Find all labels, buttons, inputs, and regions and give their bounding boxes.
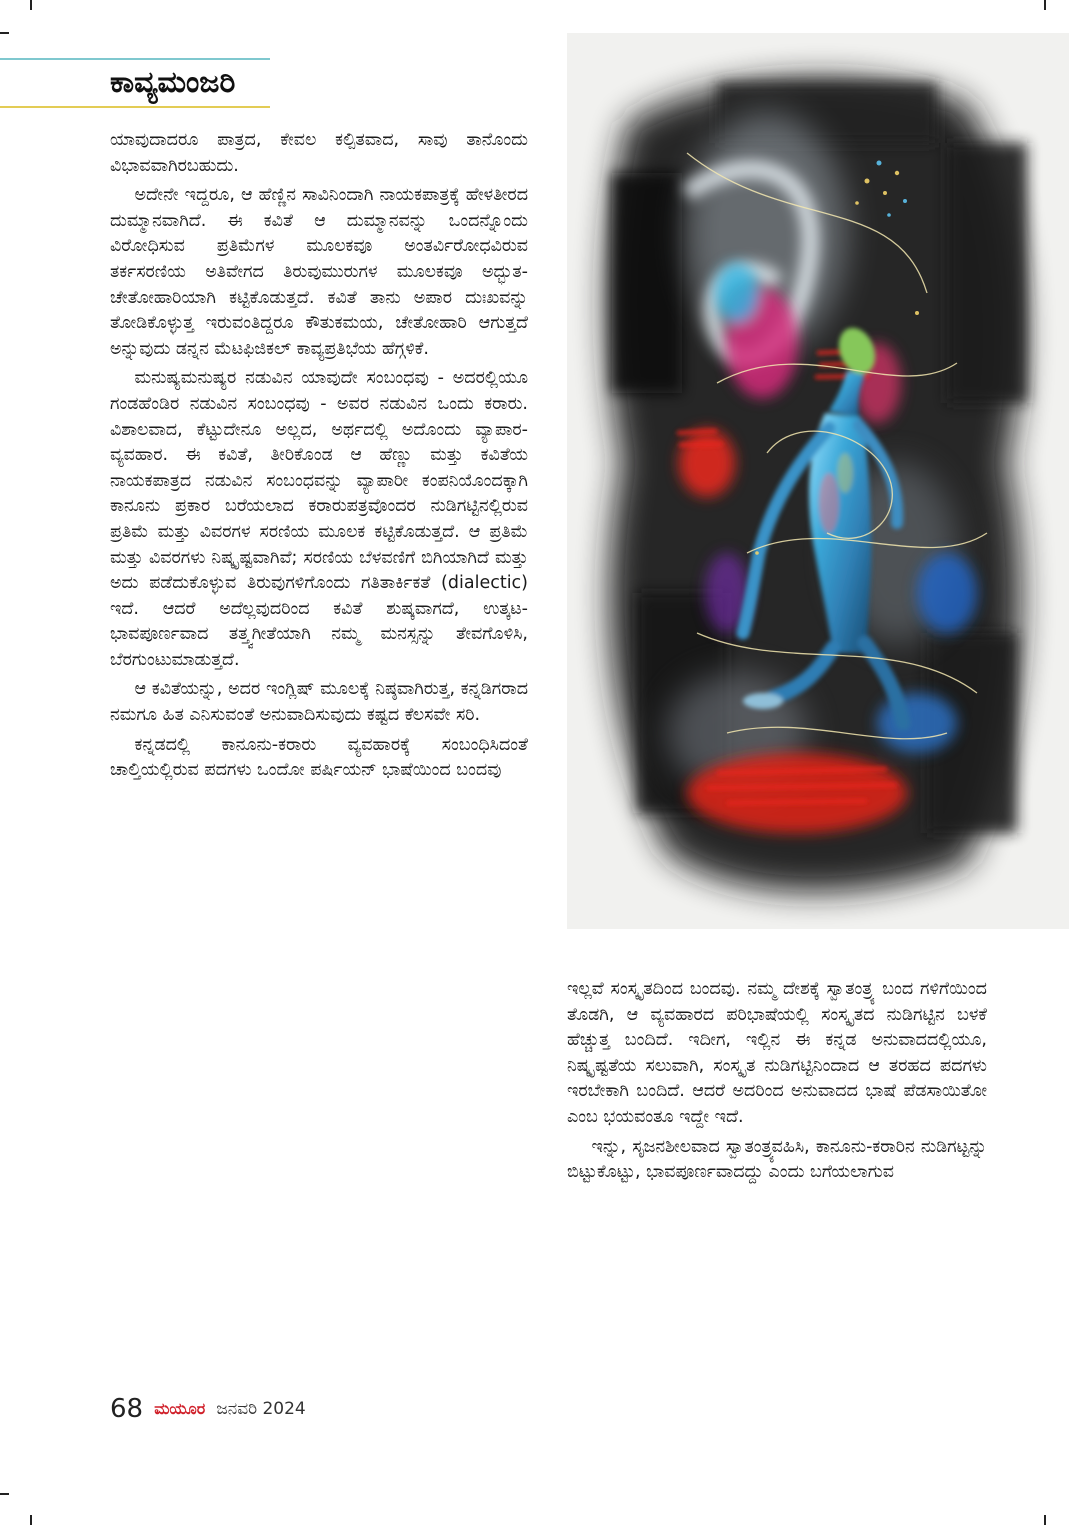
crop-mark-top-right [1044,0,1046,10]
article-paragraph: ಆ ಕವಿತೆಯನ್ನು, ಅದರ ಇಂಗ್ಲಿಷ್ ಮೂಲಕ್ಕೆ ನಿಷ್ಠವಾಗಿರುತ್ತ, ಕನ್ನಡಿಗರಾದ ನಮಗೂ ಹಿತ ಎನಿಸುವಂತೆ ಅನುವಾದಿಸುವುದು ಕಷ್ಟದ ಕೆಲಸವೇ ಸರಿ. [110,679,528,726]
article-paragraph: ಅದೇನೇ ಇದ್ದರೂ, ಆ ಹೆಣ್ಣಿನ ಸಾವಿನಿಂದಾಗಿ ನಾಯಕಪಾತ್ರಕ್ಕೆ ಹೇಳತೀರದ ದುಮ್ಮಾನವಾಗಿದೆ. ಈ ಕವಿತೆ ಆ ದುಮ್ಮಾನವನ್ನು ಒಂದನ್ನೊಂದು ವಿರೋಧಿಸುವ ಪ್ರತಿಮೆಗಳ ಮೂಲಕವೂ ಅಂತರ್ವಿರೋಧವಿರುವ ತರ್ಕಸರಣಿಯ ಅತಿವೇಗದ ತಿರುವುಮುರುಗಳ ಮೂಲಕವೂ ಅದ್ಭುತ-ಚೇತೋಹಾರಿಯಾಗಿ ಕಟ್ಟಿಕೊಡುತ್ತದೆ. ಕವಿತೆ ತಾನು ಅಪಾರ ದುಃಖವನ್ನು ತೋಡಿಕೊಳ್ಳುತ್ತ ಇರುವಂತಿದ್ದರೂ ಕೌತುಕಮಯ, ಚೇತೋಹಾರಿ ಆಗುತ್ತದೆ ಅನ್ನುವುದು ಡನ್ನನ ಮೆಟಫಿಜಿಕಲ್ ಕಾವ್ಯಪ್ರತಿಭೆಯ ಹೆಗ್ಗಳಿಕೆ. [110,185,528,359]
section-header [0,58,270,108]
article-paragraph: ಇನ್ನು, ಸೃಜನಶೀಲವಾದ ಸ್ವಾತಂತ್ರ್ಯವಹಿಸಿ, ಕಾನೂನು-ಕರಾರಿನ ನುಡಿಗಟ್ಟನ್ನು ಬಿಟ್ಟುಕೊಟ್ಟು, ಭಾವಪೂರ್ಣವಾದದ್ದು ಎಂದು ಬಗೆಯಲಾಗುವ [567,1136,987,1183]
crop-mark-left-bottom [0,1493,9,1495]
article-paragraph: ಯಾವುದಾದರೂ ಪಾತ್ರದ, ಕೇವಲ ಕಲ್ಪಿತವಾದ, ಸಾವು ತಾನೊಂದು ವಿಭಾವವಾಗಿರಬಹುದು. [110,130,528,176]
crop-mark-bottom-right [1044,1515,1046,1525]
section-title: ಕಾವ್ಯಮಂಜರಿ [110,65,236,100]
article-column-right [567,977,987,1190]
header-rule-top [0,58,270,60]
crop-mark-top-left [30,0,32,10]
crop-mark-bottom-left [30,1515,32,1525]
article-column-left [110,128,528,788]
abstract-figure-painting [567,33,1069,929]
article-paragraph: ಇಲ್ಲವೆ ಸಂಸ್ಕೃತದಿಂದ ಬಂದವು. ನಮ್ಮ ದೇಶಕ್ಕೆ ಸ್ವಾತಂತ್ರ್ಯ ಬಂದ ಗಳಿಗೆಯಿಂದ ತೊಡಗಿ, ಆ ವ್ಯವಹಾರದ ಪರಿಭಾಷೆಯಲ್ಲಿ ಸಂಸ್ಕೃತದ ನುಡಿಗಟ್ಟಿನ ಬಳಕೆ ಹೆಚ್ಚುತ್ತ ಬಂದಿದೆ. ಇದೀಗ, ಇಲ್ಲಿನ ಈ ಕನ್ನಡ ಅನುವಾದದಲ್ಲಿಯೂ, ನಿಷ್ಕೃಷ್ಟತೆಯ ಸಲುವಾಗಿ, ಸಂಸ್ಕೃತ ನುಡಿಗಟ್ಟಿನಿಂದಾದ ಆ ತರಹದ ಪದಗಳು ಇರಬೇಕಾಗಿ ಬಂದಿದೆ. ಆದರೆ ಅದರಿಂದ ಅನುವಾದದ ಭಾಷೆ ಪೆಡಸಾಯಿತೋ ಎಂಬ ಭಯವಂತೂ ಇದ್ದೇ ಇದೆ. [567,979,987,1127]
article-paragraph: ಮನುಷ್ಯಮನುಷ್ಯರ ನಡುವಿನ ಯಾವುದೇ ಸಂಬಂಧವು - ಅದರಲ್ಲಿಯೂ ಗಂಡಹೆಂಡಿರ ನಡುವಿನ ಸಂಬಂಧವು - ಅವರ ನಡುವಿನ ಒಂದು ಕರಾರು. ವಿಶಾಲವಾದ, ಕೆಟ್ಟುದೇನೂ ಅಲ್ಲದ, ಅರ್ಥದಲ್ಲಿ ಅದೊಂದು ವ್ಯಾಪಾರ-ವ್ಯವಹಾರ. ಈ ಕವಿತೆ, ತೀರಿಕೊಂಡ ಆ ಹೆಣ್ಣು ಮತ್ತು ಕವಿತೆಯ ನಾಯಕಪಾತ್ರದ ನಡುವಿನ ಸಂಬಂಧವನ್ನು ವ್ಯಾಪಾರೀ ಕಂಪನಿಯೊಂದಕ್ಕಾಗಿ ಕಾನೂನು ಪ್ರಕಾರ ಬರೆಯಲಾದ ಕರಾರುಪತ್ರವೊಂದರ ನುಡಿಗಟ್ಟಿನಲ್ಲಿರುವ ಪ್ರತಿಮೆ ಮತ್ತು ವಿವರಗಳ ಸರಣಿಯ ಮೂಲಕ ಕಟ್ಟಿಕೊಡುತ್ತದೆ. ಆ ಪ್ರತಿಮೆ ಮತ್ತು ವಿವರಗಳು ನಿಷ್ಕೃಷ್ಟವಾಗಿವೆ; ಸರಣಿಯ ಬೆಳವಣಿಗೆ ಬಿಗಿಯಾಗಿದೆ ಮತ್ತು ಅದು ಪಡೆದುಕೊಳ್ಳುವ ತಿರುವುಗಳಿಗೊಂದು ಗತಿತಾರ್ಕಿಕತೆ (dialectic) ಇದೆ. ಆದರೆ ಅದೆಲ್ಲವುದರಿಂದ ಕವಿತೆ ಶುಷ್ಕವಾಗದೆ, ಉತ್ಕಟ-ಭಾವಪೂರ್ಣವಾದ ತತ್ತ್ವಗೀತೆಯಾಗಿ ನಮ್ಮ ಮನಸ್ಸನ್ನು ತೇವಗೊಳಿಸಿ, ಬೆರಗುಂಟುಮಾಡುತ್ತದೆ. [110,368,528,670]
issue-date: ಜನವರಿ 2024 [216,1399,306,1419]
article-paragraph: ಕನ್ನಡದಲ್ಲಿ ಕಾನೂನು-ಕರಾರು ವ್ಯವಹಾರಕ್ಕೆ ಸಂಬಂಧಿಸಿದಂತೆ ಚಾಲ್ತಿಯಲ್ಲಿರುವ ಪದಗಳು ಒಂದೋ ಪರ್ಷಿಯನ್ ಭಾಷೆಯಿಂದ ಬಂದವು [110,734,528,781]
header-rule-bottom [0,106,270,108]
page-footer [110,1394,306,1428]
magazine-name: ಮಯೂರ [154,1399,206,1418]
page-number: 68 [110,1394,144,1424]
article-illustration [567,33,1069,929]
crop-mark-left-top [0,32,9,34]
